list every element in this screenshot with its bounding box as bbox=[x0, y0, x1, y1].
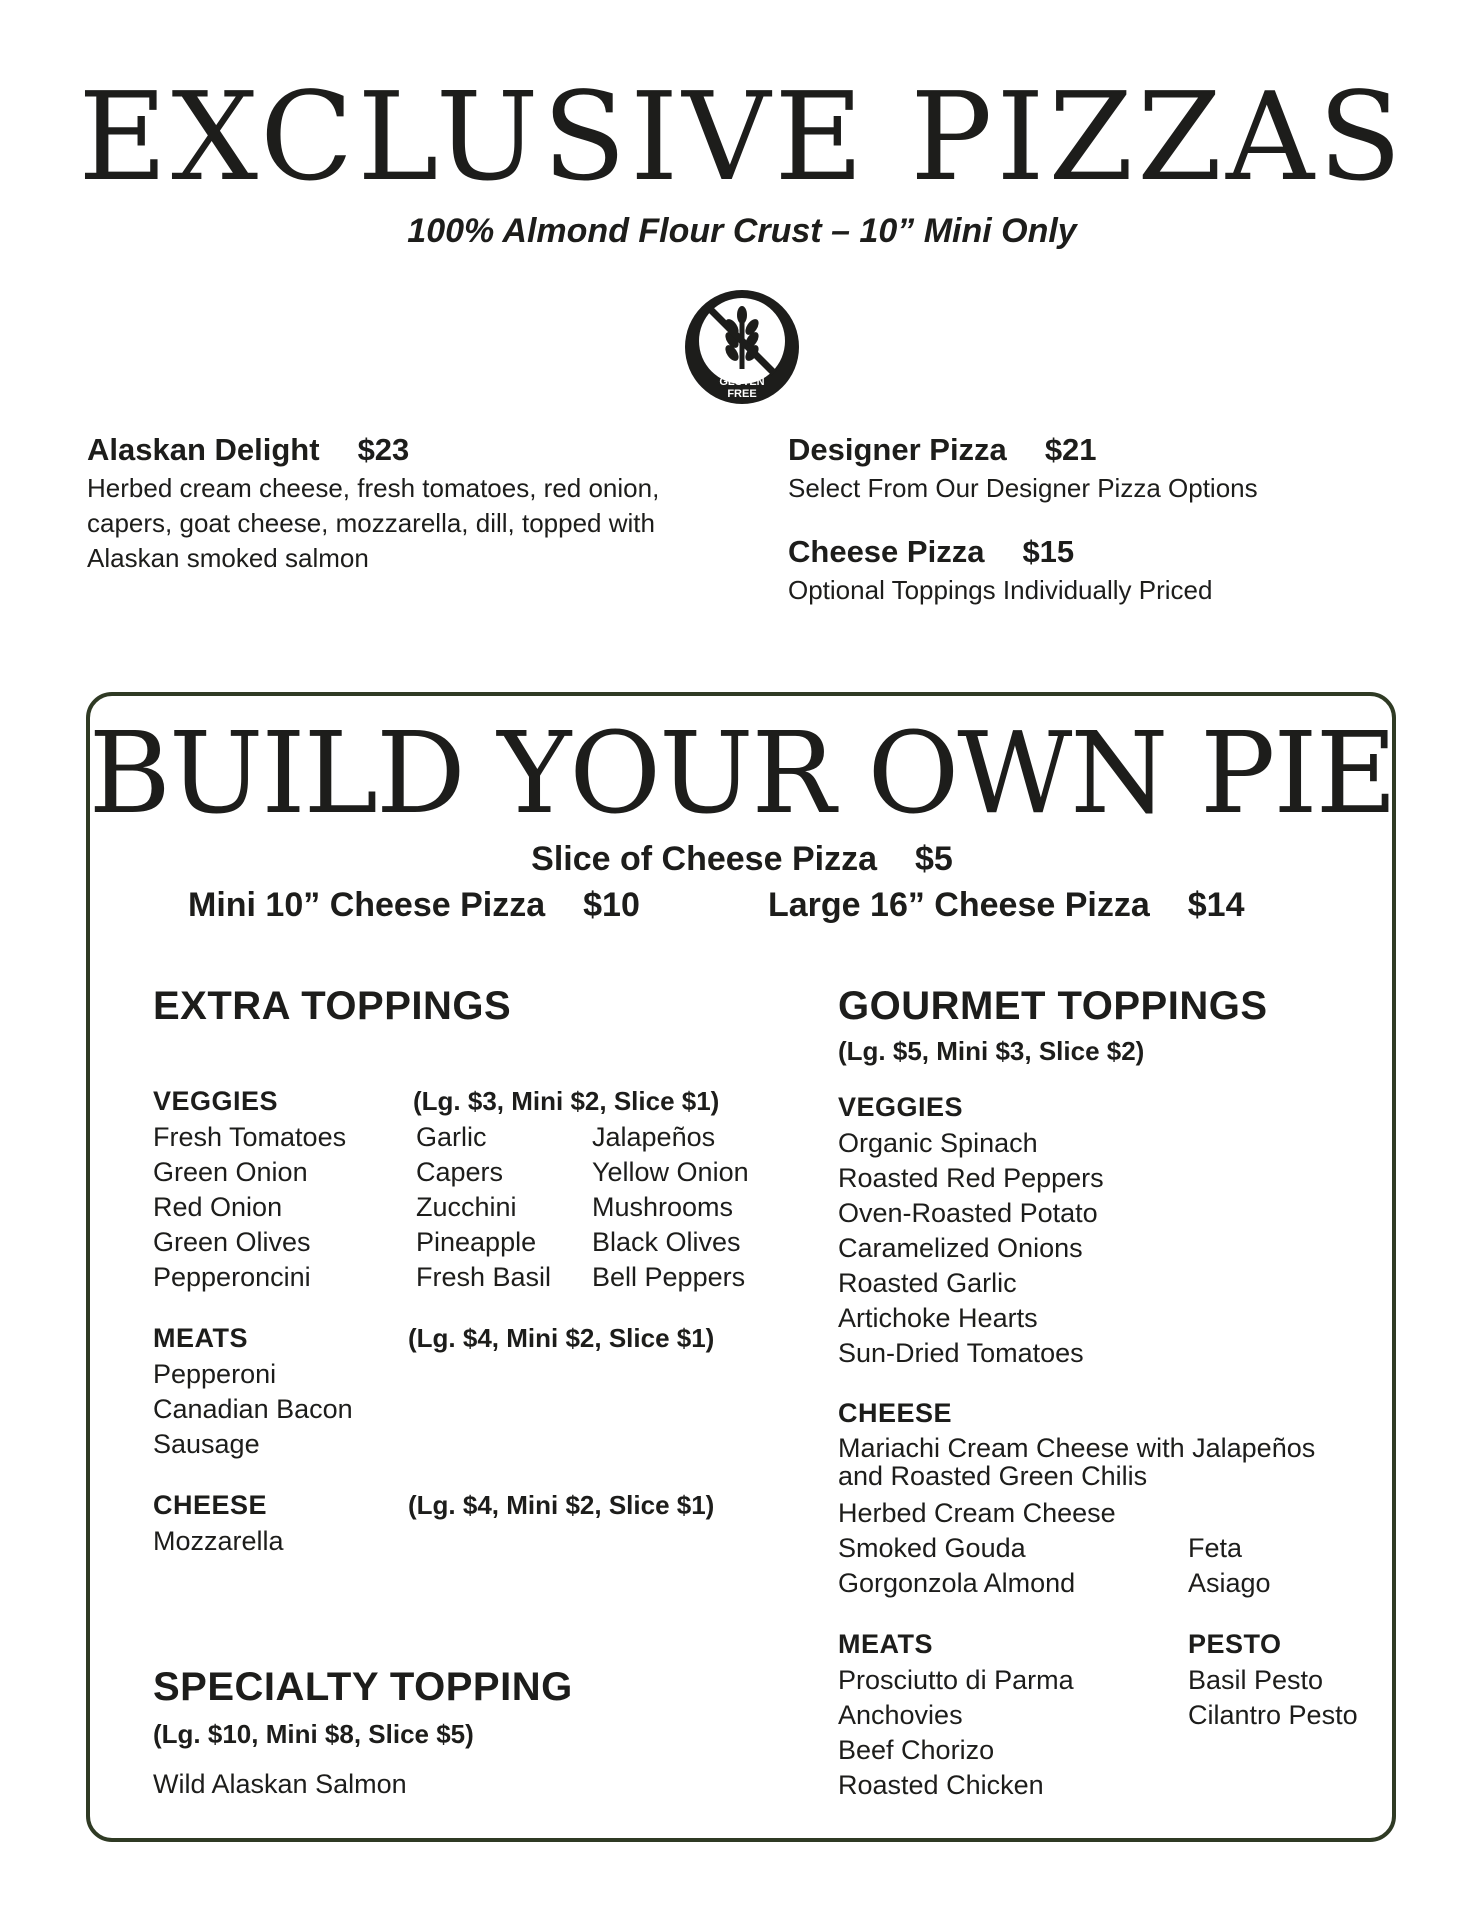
list-item: Mozzarella bbox=[153, 1526, 284, 1556]
price-note: (Lg. $4, Mini $2, Slice $1) bbox=[408, 1323, 715, 1353]
menu-item-designer-pizza bbox=[788, 432, 1097, 468]
description-line: capers, goat cheese, mozzarella, dill, topped with bbox=[87, 508, 655, 538]
gourmet-cheese-list-col-2 bbox=[1188, 1531, 1271, 1601]
veggies-list-col-3 bbox=[592, 1120, 749, 1295]
item-price: $10 bbox=[583, 886, 640, 924]
list-item: Pineapple bbox=[416, 1227, 537, 1257]
list-item: Asiago bbox=[1188, 1568, 1271, 1598]
item-price: $5 bbox=[914, 840, 953, 878]
item-price: $21 bbox=[1044, 432, 1097, 467]
list-item: Green Olives bbox=[153, 1227, 311, 1257]
list-item: Feta bbox=[1188, 1533, 1243, 1563]
gourmet-cheese-list bbox=[838, 1496, 1116, 1601]
cheese-list bbox=[153, 1524, 284, 1559]
gourmet-meats-list bbox=[838, 1663, 1074, 1803]
gourmet-cheese-mariachi bbox=[838, 1434, 1315, 1490]
gluten-free-badge bbox=[682, 287, 802, 407]
menu-item-cheese-pizza bbox=[788, 534, 1074, 570]
list-item: Herbed Cream Cheese bbox=[838, 1498, 1116, 1528]
page-subtitle: 100% Almond Flour Crust – 10” Mini Only bbox=[407, 212, 1077, 250]
section-heading-extra-toppings: EXTRA TOPPINGS bbox=[153, 984, 512, 1028]
list-item: Jalapeños bbox=[592, 1122, 716, 1152]
item-name: Designer Pizza bbox=[788, 432, 1007, 467]
item-description: Optional Toppings Individually Priced bbox=[788, 575, 1213, 605]
list-item: Garlic bbox=[416, 1122, 487, 1152]
list-item: Organic Spinach bbox=[838, 1128, 1038, 1158]
item-price: $15 bbox=[1022, 534, 1075, 569]
item-price: $23 bbox=[357, 432, 410, 467]
list-item: Capers bbox=[416, 1157, 504, 1187]
list-item: Mariachi Cream Cheese with Jalapeños bbox=[838, 1433, 1316, 1463]
price-note: (Lg. $4, Mini $2, Slice $1) bbox=[408, 1490, 715, 1520]
price-note: (Lg. $3, Mini $2, Slice $1) bbox=[413, 1086, 720, 1116]
list-item: Roasted Red Peppers bbox=[838, 1163, 1104, 1193]
category-cheese: CHEESE bbox=[153, 1490, 268, 1520]
badge-text-gluten: GLUTEN bbox=[719, 376, 765, 388]
list-item: Mushrooms bbox=[592, 1192, 734, 1222]
list-item: Artichoke Hearts bbox=[838, 1303, 1038, 1333]
list-item: Roasted Garlic bbox=[838, 1268, 1017, 1298]
category-gourmet-veggies: VEGGIES bbox=[838, 1092, 964, 1122]
meats-list bbox=[153, 1357, 353, 1462]
category-gourmet-pesto: PESTO bbox=[1188, 1629, 1282, 1659]
section-heading-gourmet-toppings: GOURMET TOPPINGS bbox=[838, 984, 1268, 1028]
list-item: Anchovies bbox=[838, 1700, 963, 1730]
list-item: Pepperoncini bbox=[153, 1262, 311, 1292]
item-name: Large 16” Cheese Pizza bbox=[768, 886, 1150, 924]
menu-item-alaskan-delight bbox=[87, 432, 409, 468]
gluten-free-icon bbox=[682, 287, 802, 407]
section-title-build-your-own: BUILD YOUR OWN PIE bbox=[88, 709, 1396, 839]
price-note: (Lg. $10, Mini $8, Slice $5) bbox=[153, 1719, 474, 1749]
description-line: Herbed cream cheese, fresh tomatoes, red onion, bbox=[87, 473, 660, 503]
section-heading-specialty-topping: SPECIALTY TOPPING bbox=[153, 1665, 573, 1709]
list-item: Basil Pesto bbox=[1188, 1665, 1324, 1695]
price-line-slice bbox=[0, 840, 1484, 879]
list-item: Pepperoni bbox=[153, 1359, 277, 1389]
description-line: Alaskan smoked salmon bbox=[87, 543, 369, 573]
list-item: Red Onion bbox=[153, 1192, 283, 1222]
item-name: Alaskan Delight bbox=[87, 432, 320, 467]
list-item: Beef Chorizo bbox=[838, 1735, 995, 1765]
category-gourmet-meats: MEATS bbox=[838, 1629, 933, 1659]
gourmet-veggies-list bbox=[838, 1126, 1104, 1371]
specialty-item: Wild Alaskan Salmon bbox=[153, 1769, 407, 1799]
list-item: Sun-Dried Tomatoes bbox=[838, 1338, 1084, 1368]
item-name: Mini 10” Cheese Pizza bbox=[188, 886, 546, 924]
list-item: Sausage bbox=[153, 1429, 260, 1459]
list-item: Zucchini bbox=[416, 1192, 517, 1222]
item-name: Slice of Cheese Pizza bbox=[531, 840, 877, 878]
item-description: Select From Our Designer Pizza Options bbox=[788, 473, 1258, 503]
list-item: and Roasted Green Chilis bbox=[838, 1461, 1148, 1491]
list-item: Roasted Chicken bbox=[838, 1770, 1044, 1800]
list-item: Fresh Tomatoes bbox=[153, 1122, 347, 1152]
category-meats: MEATS bbox=[153, 1323, 248, 1353]
veggies-list-col-1 bbox=[153, 1120, 346, 1295]
category-gourmet-cheese: CHEESE bbox=[838, 1398, 953, 1428]
list-item: Smoked Gouda bbox=[838, 1533, 1026, 1563]
list-item: Bell Peppers bbox=[592, 1262, 746, 1292]
veggies-list-col-2 bbox=[416, 1120, 551, 1295]
item-price: $14 bbox=[1187, 886, 1245, 924]
item-description bbox=[87, 471, 659, 576]
price-note: (Lg. $5, Mini $3, Slice $2) bbox=[838, 1036, 1145, 1066]
badge-text-free: FREE bbox=[727, 388, 757, 400]
list-item: Cilantro Pesto bbox=[1188, 1700, 1358, 1730]
price-line-mini bbox=[188, 886, 640, 925]
list-item: Canadian Bacon bbox=[153, 1394, 353, 1424]
list-item: Fresh Basil bbox=[416, 1262, 552, 1292]
list-item: Green Onion bbox=[153, 1157, 308, 1187]
list-item: Gorgonzola Almond bbox=[838, 1568, 1076, 1598]
price-line-large bbox=[768, 886, 1244, 925]
list-item: Black Olives bbox=[592, 1227, 741, 1257]
item-name: Cheese Pizza bbox=[788, 534, 985, 569]
list-item: Oven-Roasted Potato bbox=[838, 1198, 1098, 1228]
category-veggies: VEGGIES bbox=[153, 1086, 279, 1116]
list-item: Caramelized Onions bbox=[838, 1233, 1083, 1263]
page-title: EXCLUSIVE PIZZAS bbox=[78, 66, 1406, 208]
list-item: Prosciutto di Parma bbox=[838, 1665, 1074, 1695]
gourmet-pesto-list bbox=[1188, 1663, 1358, 1733]
list-item: Yellow Onion bbox=[592, 1157, 749, 1187]
